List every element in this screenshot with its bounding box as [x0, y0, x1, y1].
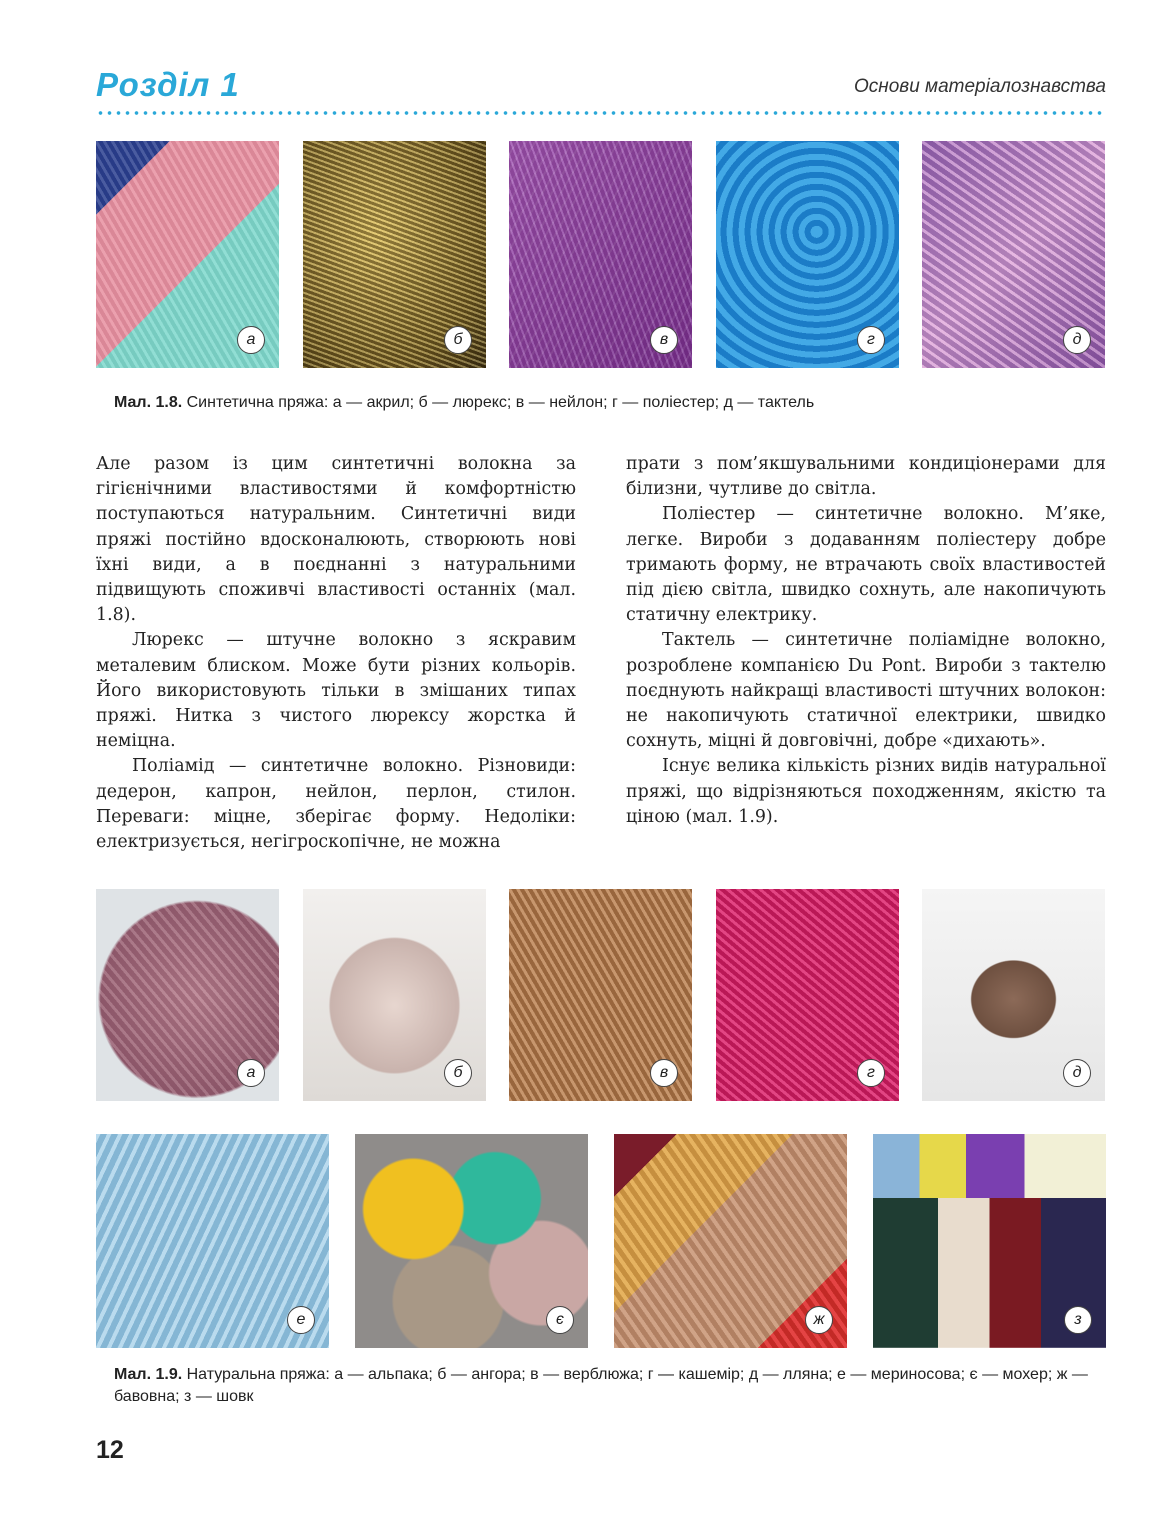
label-badge: в [650, 1059, 678, 1087]
photo-camel [509, 889, 692, 1101]
paragraph: Існує велика кількість різних видів натуральної пряжі, що відрізняються походженням, якістю та ціною (мал. 1.9). [626, 756, 1106, 827]
paragraph: Люрекс — штучне волокно з яскравим металевим блиском. Може бути різних кольорів. Його використовують тільки в змішаних типах пряжі. Нитка з чистого люрексу жорстка й неміцна. [96, 630, 576, 752]
photo-tactel [922, 141, 1105, 368]
label-badge: д [1063, 1059, 1091, 1087]
label-badge: ж [805, 1306, 833, 1334]
paragraph: Але разом із цим синтетичні волокна за гігієнічними властивостями й комфортністю поступаються натуральним. Синтетичні види пряжі постійно вдосконалюють, створюють нові їхні види, а в поєднанні з натуральними підвищують споживчі властивості останніх (мал. 1.8). [96, 454, 576, 626]
photo-mohair [355, 1134, 588, 1348]
label-badge: є [546, 1306, 574, 1334]
photo-polyester [716, 141, 899, 368]
photo-angora [303, 889, 486, 1101]
photo-silk [873, 1134, 1106, 1348]
label-badge: б [444, 326, 472, 354]
photo-lurex [303, 141, 486, 368]
photo-cashmere [716, 889, 899, 1101]
label-badge: а [237, 1059, 265, 1087]
label-badge: б [444, 1059, 472, 1087]
label-badge: г [857, 326, 885, 354]
label-badge: д [1063, 326, 1091, 354]
photo-merino [96, 1134, 329, 1348]
paragraph: прати з пом’якшувальними кондиціонерами для білизни, чутливе до світла. [626, 454, 1106, 500]
caption-text: Натуральна пряжа: а — альпака; б — ангора; в — верблюжа; г — кашемір; д — лляна; е — мериносова; є — мохер; ж — бавовна; з — шовк [114, 1366, 1088, 1405]
photo-acrylic [96, 141, 279, 368]
label-badge: а [237, 326, 265, 354]
label-badge: в [650, 326, 678, 354]
photo-alpaca [96, 889, 279, 1101]
photo-nylon [509, 141, 692, 368]
paragraph: Поліамід — синтетичне волокно. Різновиди: дедерон, капрон, нейлон, перлон, стилон. Переваги: міцне, зберігає форму. Недоліки: електризується, негігроскопічне, не можна [96, 756, 576, 853]
paragraph: Тактель — синтетичне поліамідне волокно, розроблене компанією Du Pont. Вироби з тактелю поєднують найкращі властивості штучних волокон: не накопичують статичної електрики, швидко сохнуть, міцні й довговічні, добре «дихають». [626, 630, 1106, 752]
caption-text: Синтетична пряжа: а — акрил; б — люрекс; в — нейлон; г — поліестер; д — тактель [186, 394, 815, 411]
dotted-divider [96, 110, 1106, 116]
figure-caption-1-8 [114, 392, 1074, 414]
caption-number: Мал. 1.9. [114, 1366, 183, 1383]
photo-cotton [614, 1134, 847, 1348]
figure-caption-1-9 [114, 1364, 1089, 1408]
label-badge: е [287, 1306, 315, 1334]
page-number: 12 [96, 1436, 124, 1464]
section-title: Розділ 1 [96, 66, 240, 103]
label-badge: з [1064, 1306, 1092, 1334]
photo-linen [922, 889, 1105, 1101]
text-column-right [626, 452, 1106, 830]
text-column-left [96, 452, 576, 855]
label-badge: г [857, 1059, 885, 1087]
paragraph: Поліестер — синтетичне волокно. М’яке, легке. Вироби з додаванням поліестеру добре тримають форму, не втрачають своїх властивостей під дією світла, швидко сохнуть, але накопичують статичну електрику. [626, 504, 1106, 626]
caption-number: Мал. 1.8. [114, 394, 183, 411]
running-header: Основи матеріалознавства [853, 76, 1106, 97]
